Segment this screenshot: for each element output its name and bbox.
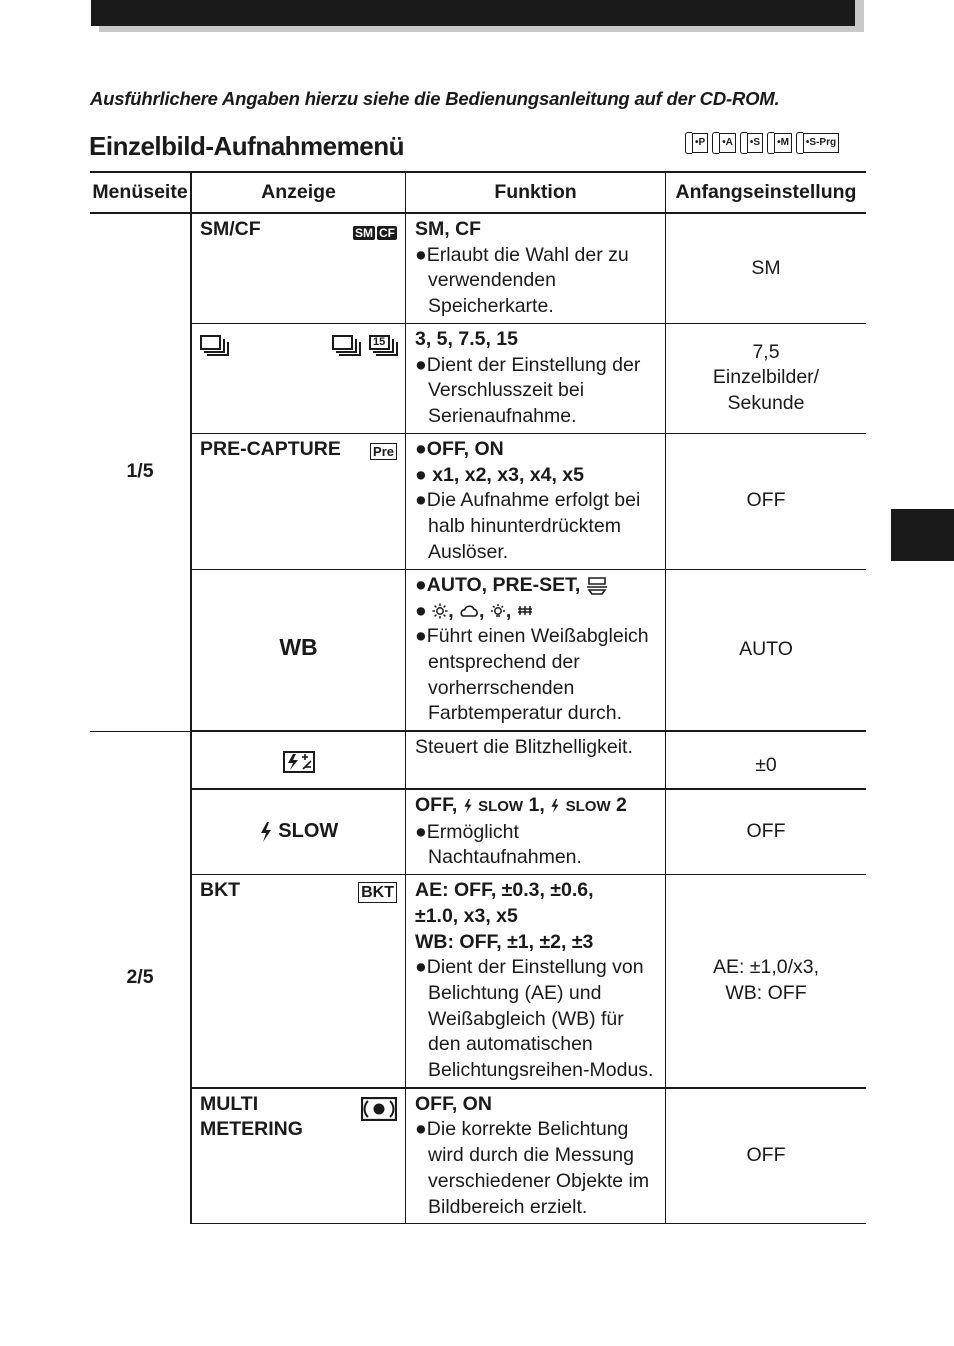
slow-sync-label: SLOW: [200, 819, 397, 845]
function-bullet: ●Dient der Einstellung von Belichtung (AE) und Weißabgleich (WB) für den automatischen Belichtungsreihen-Modus.: [415, 956, 654, 1082]
wb-label: WB: [279, 633, 318, 660]
display-cell: [191, 875, 406, 1088]
initial-value-cell: OFF: [666, 1088, 867, 1224]
function-bullet: ●Führt einen Weißabgleich entsprechend der vorherrschenden Farbtemperatur durch.: [415, 625, 649, 725]
display-cell: [191, 1088, 406, 1224]
function-bullet: ●Erlaubt die Wahl der zu verwendenden Speicherkarte.: [415, 243, 629, 318]
page-cell-1-5: 1/5: [90, 213, 191, 731]
mode-s-icon: •S: [740, 131, 763, 155]
flash-intensity-icon: [200, 749, 397, 775]
function-title: SM, CF: [415, 218, 482, 240]
initial-value-cell: OFF: [666, 789, 867, 875]
table-row: [90, 875, 866, 1088]
display-label: MULTI METERING: [200, 1092, 303, 1141]
table-row: [90, 1088, 866, 1224]
initial-value-cell: ±0: [666, 731, 867, 789]
function-option: ±1.0, x3, x5: [415, 904, 518, 927]
function-option: ●OFF, ON: [415, 437, 504, 460]
display-label: BKT: [200, 879, 241, 902]
table-row: [90, 731, 866, 789]
preset-wb-icon: [586, 576, 608, 596]
function-cell: [406, 569, 666, 731]
function-option: ● x1, x2, x3, x4, x5: [415, 463, 584, 486]
function-title: OFF, ON: [415, 1092, 492, 1115]
function-text: Steuert die Blitzhelligkeit.: [415, 736, 633, 759]
display-cell: [191, 569, 406, 731]
mode-p-icon: •P: [685, 131, 708, 155]
function-cell: [406, 323, 666, 433]
function-cell: [406, 1088, 666, 1224]
fluorescent-icon: [517, 604, 533, 618]
function-title: OFF, SLOW 1, SLOW 2: [415, 794, 627, 817]
mode-icons: [685, 131, 839, 155]
header-anzeige: Anzeige: [191, 172, 406, 213]
page-cell-2-5: 2/5: [90, 731, 191, 1224]
display-cell: [191, 433, 406, 569]
display-label: SM/CF: [200, 218, 261, 240]
display-cell: [191, 213, 406, 323]
display-cell: [191, 323, 406, 433]
function-cell: [406, 731, 666, 789]
mode-a-icon: •A: [712, 131, 736, 155]
settings-table: [90, 171, 866, 1224]
table-row: [90, 433, 866, 569]
display-label: PRE-CAPTURE: [200, 437, 341, 460]
bkt-icon: BKT: [358, 882, 397, 903]
header-anfangseinstellung: Anfangseinstellung: [666, 172, 867, 213]
sm-cf-icon: SM CF: [355, 226, 395, 240]
sequential-speed-icons: 15: [332, 333, 401, 359]
function-cell: [406, 875, 666, 1088]
top-bar-shadow-right: [855, 0, 864, 32]
function-bullet: ●Die korrekte Belichtung wird durch die Messung verschiedener Objekte im Bildbereich erzielt.: [415, 1118, 650, 1218]
table-row: [90, 323, 866, 433]
wb-presets: ● , , ,: [415, 599, 661, 625]
top-bar: [91, 0, 855, 26]
cloud-icon: [459, 604, 479, 618]
function-cell: [406, 213, 666, 323]
initial-value-cell: AE: ±1,0/x3, WB: OFF: [666, 875, 867, 1088]
function-bullet: ●Dient der Einstellung der Verschlusszeit bei Serienaufnahme.: [415, 353, 641, 427]
function-cell: [406, 433, 666, 569]
sequential-shooting-icon: [200, 333, 232, 359]
table-header-row: [90, 172, 866, 213]
function-title: 3, 5, 7.5, 15: [415, 327, 518, 350]
tungsten-icon: [490, 603, 506, 619]
initial-value-cell: 7,5 Einzelbilder/ Sekunde: [666, 323, 867, 433]
sun-icon: [432, 603, 448, 619]
top-bar-shadow: [99, 26, 864, 32]
display-cell: [191, 731, 406, 789]
header-menuseite: Menüseite: [90, 172, 191, 213]
function-bullet: ●Ermöglicht Nachtaufnahmen.: [415, 820, 582, 869]
flash-icon: [550, 798, 560, 814]
table-row: [90, 569, 866, 731]
table-row: [90, 213, 866, 323]
cd-rom-note: Ausführlichere Angaben hierzu siehe die Bedienungsanleitung auf der CD-ROM.: [90, 88, 780, 109]
function-option: ●AUTO, PRE-SET,: [415, 573, 661, 599]
pre-capture-icon: Pre: [370, 443, 397, 460]
multi-metering-icon: [361, 1096, 397, 1122]
initial-value-cell: SM: [751, 256, 781, 279]
page-title: Einzelbild-Aufnahmemenü: [89, 131, 404, 161]
flash-icon: [259, 821, 273, 843]
mode-m-icon: •M: [767, 131, 792, 155]
function-option: WB: OFF, ±1, ±2, ±3: [415, 930, 594, 953]
function-bullet: ●Die Aufnahme erfolgt bei halb hinunterdrücktem Auslöser.: [415, 489, 641, 563]
mode-s-prg-icon: •S-Prg: [796, 131, 839, 155]
header-funktion: Funktion: [406, 172, 666, 213]
function-cell: [406, 789, 666, 875]
flash-icon: [463, 798, 473, 814]
table-row: [90, 789, 866, 875]
initial-value-cell: AUTO: [666, 569, 867, 731]
initial-value-cell: OFF: [666, 433, 867, 569]
display-cell: [191, 789, 406, 875]
side-tab-marker: [891, 509, 954, 561]
function-option: AE: OFF, ±0.3, ±0.6,: [415, 879, 594, 902]
